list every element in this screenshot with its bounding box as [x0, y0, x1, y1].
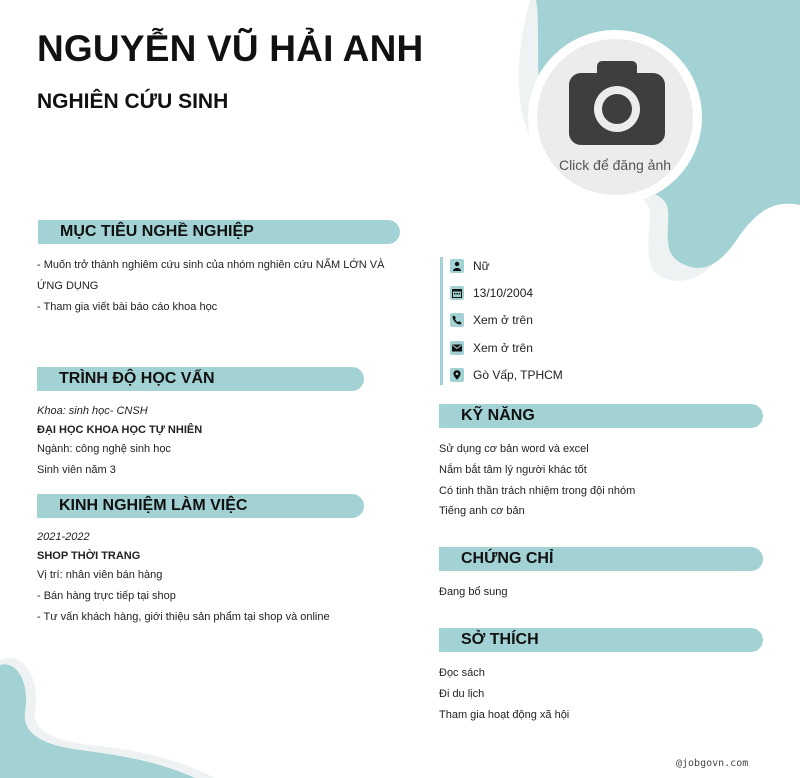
education-school: ĐẠI HỌC KHOA HỌC TỰ NHIÊN — [37, 424, 203, 436]
education-faculty: Khoa: sinh học- CNSH — [37, 405, 148, 417]
skill-item: Nắm bắt tâm lý người khác tốt — [439, 464, 587, 476]
section-title: KINH NGHIỆM LÀM VIỆC — [59, 497, 248, 514]
skill-item: Có tinh thần trách nhiệm trong đội nhóm — [439, 485, 636, 497]
experience-duty: - Bán hàng trực tiếp tại shop — [37, 590, 176, 602]
education-year: Sinh viên năm 3 — [37, 464, 116, 476]
birthday-value: 13/10/2004 — [473, 286, 534, 300]
section-education — [37, 367, 364, 391]
skill-item: Tiếng anh cơ bản — [439, 505, 525, 517]
gender-value: Nữ — [473, 259, 490, 273]
location-pin-icon — [450, 368, 464, 382]
section-title: MỤC TIÊU NGHỀ NGHIỆP — [60, 223, 254, 240]
candidate-role: NGHIÊN CỨU SINH — [37, 90, 229, 113]
address-value: Gò Vấp, TPHCM — [473, 368, 563, 382]
contact-gender — [450, 258, 490, 274]
photo-upload[interactable] — [528, 30, 702, 204]
education-major: Ngành: công nghệ sinh học — [37, 443, 171, 455]
contact-email — [450, 340, 533, 356]
phone-value: Xem ở trên — [473, 313, 533, 327]
camera-icon — [569, 61, 665, 145]
bottom-left-decoration — [0, 650, 280, 778]
contact-phone — [450, 312, 533, 328]
section-title: CHỨNG CHỈ — [461, 550, 554, 567]
hobby-item: Tham gia hoạt động xã hội — [439, 709, 570, 721]
candidate-name: NGUYỄN VŨ HẢI ANH — [37, 28, 424, 69]
experience-company: SHOP THỜI TRANG — [37, 550, 141, 562]
section-skills — [439, 404, 763, 428]
objective-line: ỨNG DỤNG — [37, 280, 99, 292]
experience-period: 2021-2022 — [37, 531, 90, 543]
section-hobbies — [439, 628, 763, 652]
section-title: SỞ THÍCH — [461, 631, 539, 648]
photo-caption: Click để đăng ảnh — [558, 157, 672, 173]
experience-duty: - Tư vấn khách hàng, giới thiệu sản phẩm tại shop và online — [37, 611, 330, 623]
section-certificates — [439, 547, 763, 571]
section-career-objective — [38, 220, 400, 244]
mail-icon — [450, 341, 464, 355]
calendar-icon — [450, 286, 464, 300]
phone-icon — [450, 313, 464, 327]
skill-item: Sử dụng cơ bản word và excel — [439, 443, 589, 455]
contact-birthday — [450, 285, 533, 301]
email-value: Xem ở trên — [473, 341, 533, 355]
hobby-item: Đọc sách — [439, 667, 485, 679]
objective-line: - Tham gia viết bài báo cáo khoa học — [37, 301, 218, 313]
section-experience — [37, 494, 364, 518]
contact-address — [450, 367, 563, 383]
objective-line: - Muốn trở thành nghiêm cứu sinh của nhóm nghiên cứu NẤM LỚN VÀ — [37, 259, 385, 271]
certificate-item: Đang bổ sung — [439, 586, 508, 598]
photo-placeholder — [537, 39, 693, 195]
contact-divider — [440, 257, 443, 385]
hobby-item: Đi du lịch — [439, 688, 485, 700]
person-icon — [450, 259, 464, 273]
section-title: KỸ NĂNG — [461, 407, 535, 424]
section-title: TRÌNH ĐỘ HỌC VẤN — [59, 370, 215, 387]
watermark: @jobgovn.com — [676, 758, 749, 769]
experience-position: Vị trí: nhân viên bán hàng — [37, 569, 163, 581]
